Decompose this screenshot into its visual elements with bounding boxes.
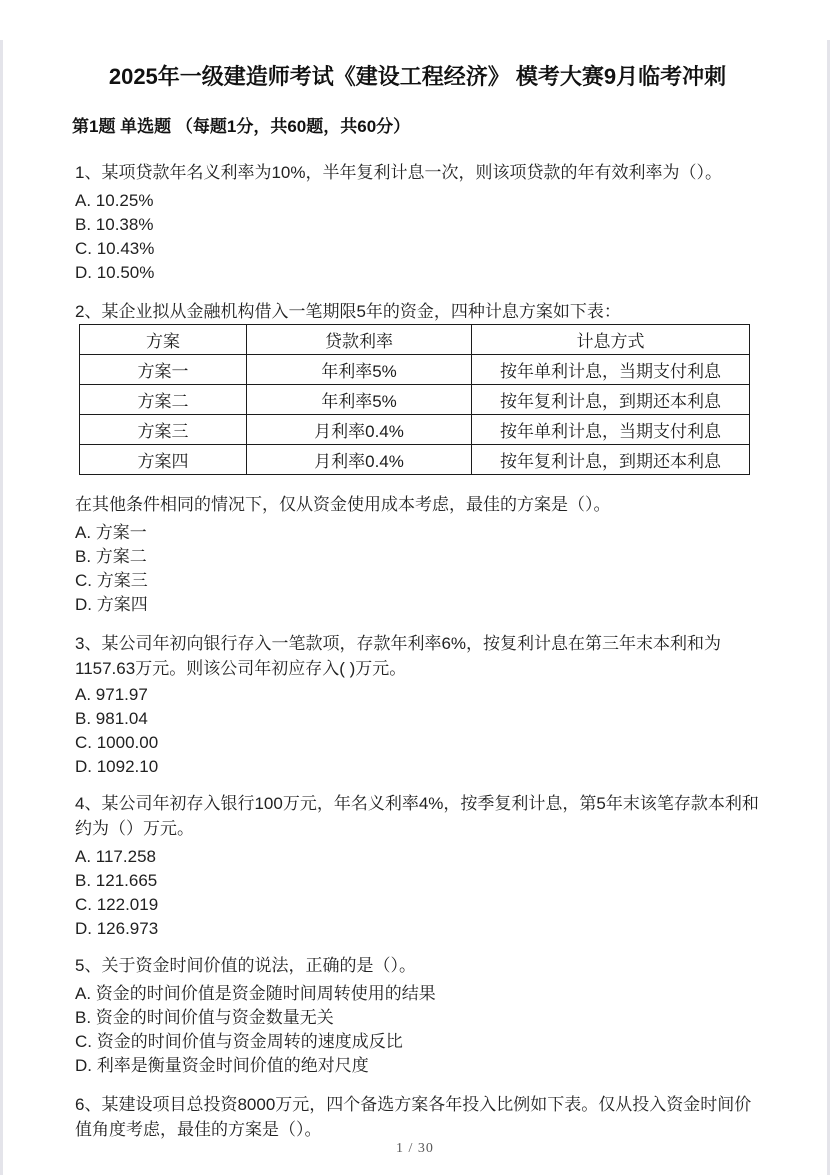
option-a: A. 资金的时间价值是资金随时间周转使用的结果	[75, 984, 436, 1003]
option-b: B. 方案二	[75, 547, 147, 566]
question-2-options	[75, 521, 760, 617]
option-c: C. 122.019	[75, 895, 159, 914]
col-header-plan: 方案	[80, 325, 247, 355]
option-d: D. 方案四	[75, 595, 148, 614]
col-header-method: 计息方式	[472, 325, 750, 355]
option-a: A. 方案一	[75, 523, 147, 542]
question-3-options	[75, 683, 760, 779]
table-row	[80, 445, 750, 475]
question-6	[75, 1092, 760, 1142]
question-3-stem: 3、某公司年初向银行存入一笔款项，存款年利率6%，按复利计息在第三年末本利和为1157.63万元。则该公司年初应存入( )万元。	[75, 634, 722, 678]
question-4-options	[75, 845, 760, 941]
question-3	[75, 631, 760, 779]
cell-rate: 年利率5%	[247, 355, 472, 385]
cell-method: 按年复利计息，到期还本利息	[472, 445, 750, 475]
cell-plan: 方案一	[80, 355, 247, 385]
col-header-rate: 贷款利率	[247, 325, 472, 355]
question-2	[75, 299, 760, 617]
option-c: C. 方案三	[75, 571, 148, 590]
page-left-edge	[0, 40, 3, 1175]
cell-rate: 月利率0.4%	[247, 415, 472, 445]
section-header: 第1题 单选题 （每题1分，共60题，共60分）	[72, 117, 411, 136]
question-5-options	[75, 982, 760, 1078]
question-4-stem: 4、某公司年初存入银行100万元，年名义利率4%，按季复利计息，第5年末该笔存款本利和约为（）万元。	[75, 794, 759, 838]
table-header-row	[80, 325, 750, 355]
option-d: D. 10.50%	[75, 263, 155, 282]
option-d: D. 利率是衡量资金时间价值的绝对尺度	[75, 1056, 369, 1075]
option-b: B. 10.38%	[75, 215, 154, 234]
option-a: A. 971.97	[75, 685, 148, 704]
question-6-stem: 6、某建设项目总投资8000万元，四个备选方案各年投入比例如下表。仅从投入资金时间价值角度考虑，最佳的方案是（）。	[75, 1095, 752, 1139]
option-b: B. 资金的时间价值与资金数量无关	[75, 1008, 334, 1027]
cell-rate: 月利率0.4%	[247, 445, 472, 475]
option-b: B. 981.04	[75, 709, 148, 728]
question-1-stem: 1、某项贷款年名义利率为10%，半年复利计息一次，则该项贷款的年有效利率为（）。	[75, 163, 722, 182]
question-1-options	[75, 189, 760, 285]
page-indicator: 1 / 30	[396, 1141, 434, 1156]
question-5	[75, 953, 760, 1078]
question-2-stem: 2、某企业拟从金融机构借入一笔期限5年的资金，四种计息方案如下表：	[75, 302, 621, 321]
cell-method: 按年单利计息，当期支付利息	[472, 355, 750, 385]
page-title: 2025年一级建造师考试《建设工程经济》 模考大赛9月临考冲刺	[108, 64, 727, 89]
option-d: D. 1092.10	[75, 757, 159, 776]
question-5-stem: 5、关于资金时间价值的说法，正确的是（）。	[75, 956, 416, 975]
cell-plan: 方案三	[80, 415, 247, 445]
option-d: D. 126.973	[75, 919, 159, 938]
table-row	[80, 355, 750, 385]
question-1	[75, 160, 760, 285]
cell-plan: 方案四	[80, 445, 247, 475]
interest-scheme-table	[79, 324, 750, 475]
cell-rate: 年利率5%	[247, 385, 472, 415]
question-4	[75, 791, 760, 941]
cell-method: 按年单利计息，当期支付利息	[472, 415, 750, 445]
table-row	[80, 385, 750, 415]
cell-plan: 方案二	[80, 385, 247, 415]
option-a: A. 10.25%	[75, 191, 154, 210]
option-c: C. 资金的时间价值与资金周转的速度成反比	[75, 1032, 403, 1051]
option-c: C. 10.43%	[75, 239, 155, 258]
option-c: C. 1000.00	[75, 733, 159, 752]
question-2-substem: 在其他条件相同的情况下，仅从资金使用成本考虑，最佳的方案是（）。	[75, 495, 611, 514]
cell-method: 按年复利计息，到期还本利息	[472, 385, 750, 415]
option-b: B. 121.665	[75, 871, 158, 890]
table-row	[80, 415, 750, 445]
option-a: A. 117.258	[75, 847, 156, 866]
